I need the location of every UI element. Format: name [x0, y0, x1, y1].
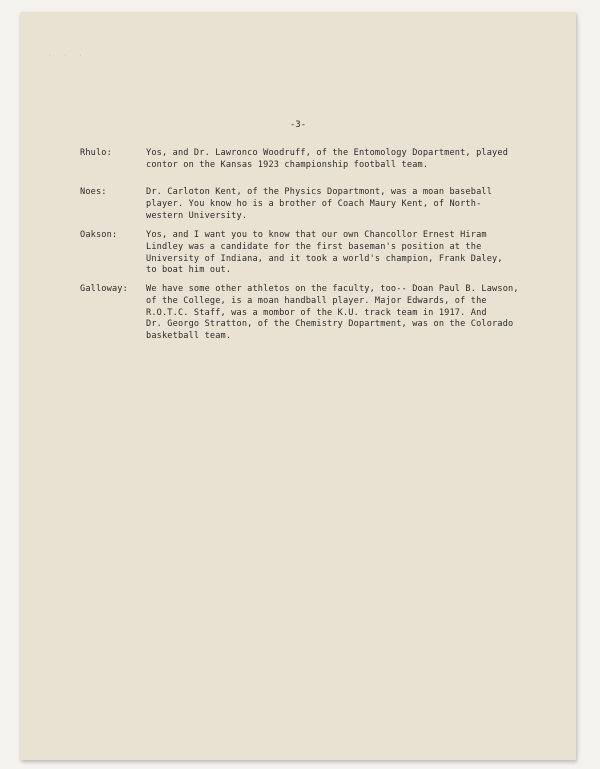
- dialogue-line: player. You know ho is a brother of Coach Maury Kent, of North-: [146, 198, 482, 209]
- dialogue-line: University of Indiana, and it took a world's champion, Frank Daley,: [146, 253, 503, 264]
- dialogue-line: Dr. Georgo Stratton, of the Chemistry Dopartment, was on the Colorado: [146, 319, 514, 330]
- dialogue-entry-rhulo: [80, 148, 550, 172]
- dialogue-line: contor on the Kansas 1923 championship football team.: [146, 159, 429, 170]
- dialogue-entry-galloway: [80, 284, 550, 343]
- dialogue-line: R.O.T.C. Staff, was a mombor of the K.U. track team in 1917. And: [146, 307, 487, 318]
- dialogue-line: western University.: [146, 210, 248, 221]
- paper-speck-marks: · · ·: [48, 52, 87, 59]
- document-page: [20, 12, 576, 760]
- dialogue-line: Yos, and Dr. Lawronco Woodruff, of the Entomology Dopartment, played: [146, 148, 509, 158]
- dialogue-text: [146, 230, 550, 277]
- dialogue-text: [146, 284, 550, 343]
- page-number: -3-: [289, 120, 307, 130]
- speaker-name: Oakson:: [80, 230, 118, 240]
- dialogue-entry-noes: [80, 187, 550, 222]
- dialogue-entry-oakson: [80, 230, 550, 277]
- dialogue-text: [146, 187, 550, 222]
- dialogue-line: Lindley was a candidate for the first baseman's position at the: [146, 241, 482, 252]
- dialogue-line: We have some other athletos on the faculty, too-- Doan Paul B. Lawson,: [146, 284, 519, 294]
- dialogue-line: basketball team.: [146, 331, 232, 342]
- dialogue-line: Dr. Carloton Kent, of the Physics Dopartmont, was a moan baseball: [146, 187, 493, 197]
- speaker-name: Rhulo:: [80, 148, 112, 158]
- speaker-name: Galloway:: [80, 284, 128, 294]
- speaker-name: Noes:: [80, 187, 107, 197]
- dialogue-line: Yos, and I want you to know that our own Chancollor Ernest Hiram: [146, 230, 487, 240]
- dialogue-text: [146, 148, 550, 172]
- dialogue-line: of the College, is a moan handball player. Major Edwards, of the: [146, 295, 487, 306]
- dialogue-line: to boat him out.: [146, 265, 232, 276]
